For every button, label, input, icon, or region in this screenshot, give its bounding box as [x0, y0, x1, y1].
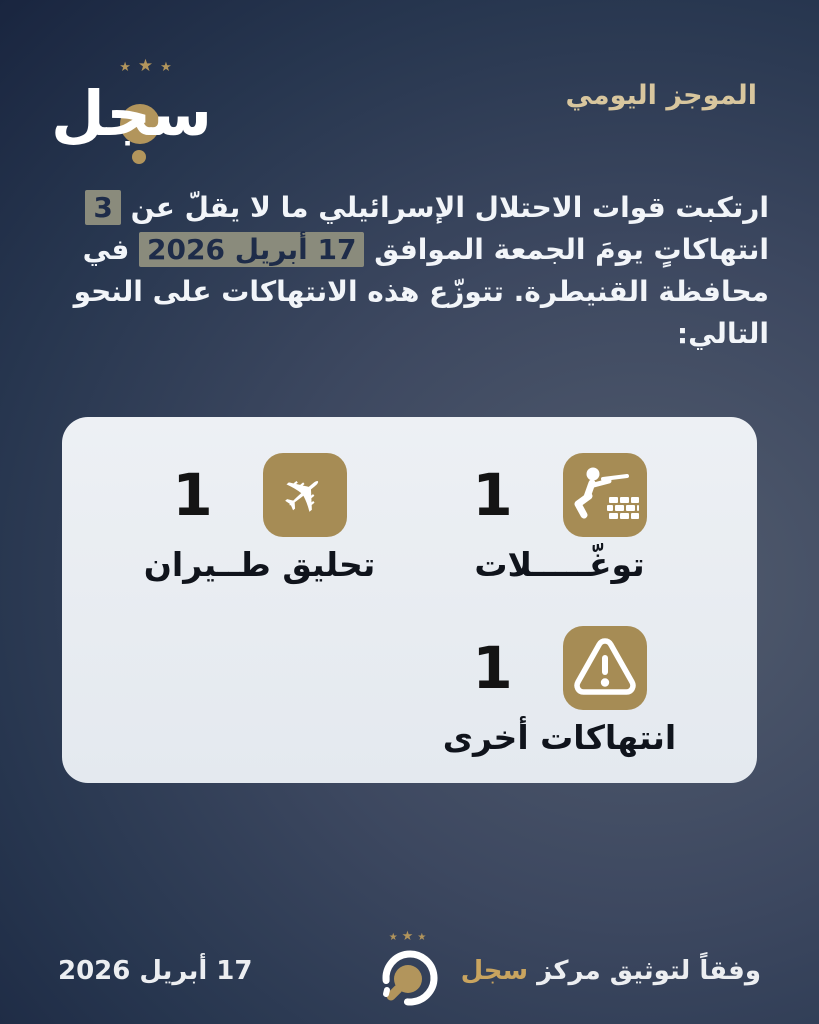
intro-part3: في محافظة القنيطرة. تتوزّع هذه الانتهاكات على النحو التالي: — [73, 232, 769, 350]
stat-incursions — [472, 453, 646, 584]
footer-logo-mark-icon — [378, 946, 442, 1010]
stats-card — [62, 417, 757, 783]
footer-logo-stars-icon: ★★★ — [388, 928, 431, 944]
stats-grid — [120, 453, 700, 757]
footer — [0, 929, 819, 1014]
sijil-logo — [51, 56, 212, 155]
intro-part1: ارتكبت قوات الاحتلال الإسرائيلي ما لا يقلّ عن — [130, 190, 769, 224]
violations-count-highlight: 3 — [85, 190, 120, 225]
stat-value: 1 — [472, 460, 513, 529]
date-highlight: 17 أبريل 2026 — [139, 232, 364, 267]
header — [0, 0, 819, 155]
jet-icon: ✈ — [263, 453, 347, 537]
brand-name: سجل — [460, 956, 529, 987]
stat-label: توغّـــــلات — [474, 544, 645, 584]
stat-other-violations — [443, 626, 676, 757]
footer-date: 17 أبريل 2026 — [58, 956, 253, 987]
warning-icon — [563, 626, 647, 710]
logo-dot-icon — [132, 150, 146, 164]
attribution-text: وفقاً لتوثيق مركز سجل — [460, 956, 761, 987]
intro-paragraph — [0, 187, 819, 355]
stat-flights — [144, 453, 375, 584]
footer-logo — [378, 929, 442, 1014]
stat-label: انتهاكات أخرى — [442, 717, 677, 757]
incursion-icon — [563, 453, 647, 537]
page-title: الموجز اليومي — [565, 80, 757, 111]
logo-wordmark: سجل — [51, 74, 212, 155]
stat-value: 1 — [172, 460, 213, 529]
stat-value: 1 — [472, 633, 513, 702]
stat-label: تحليق طــيران — [143, 544, 376, 584]
intro-part2: انتهاكاتٍ يومَ الجمعة الموافق — [374, 232, 769, 266]
logo-stars-icon: ★★★ — [119, 56, 179, 76]
